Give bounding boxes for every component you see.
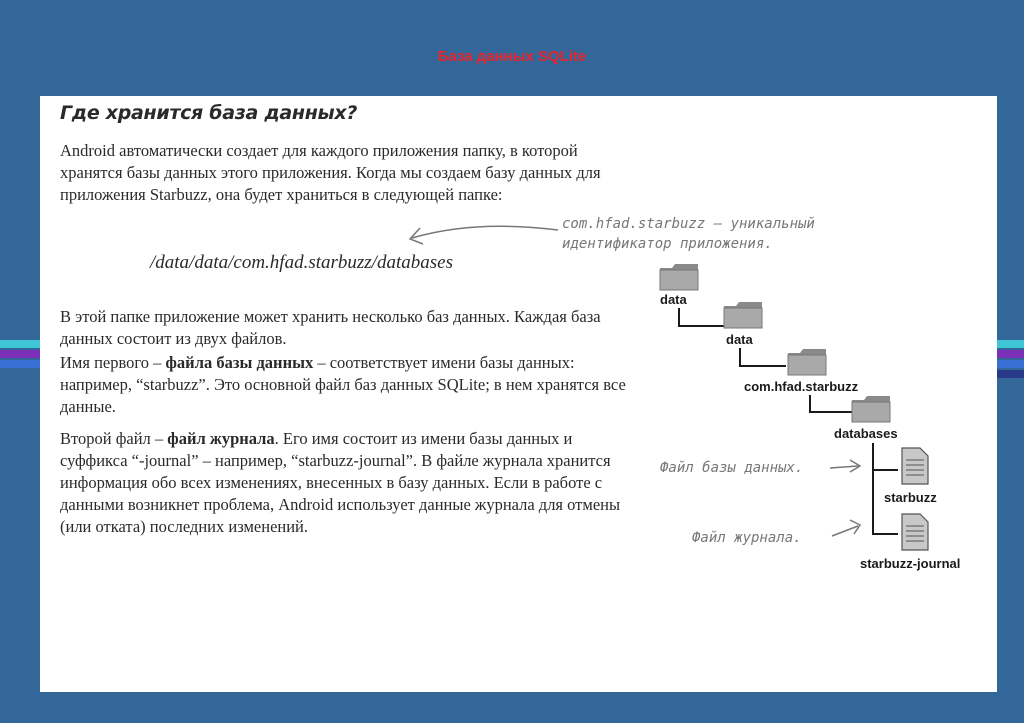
folder-icon xyxy=(852,396,890,422)
file-label-journal: starbuzz-journal xyxy=(860,556,961,571)
right-stripe-blue xyxy=(997,360,1024,368)
folder-label-package: com.hfad.starbuzz xyxy=(744,379,859,394)
left-stripe-purple xyxy=(0,350,40,358)
right-stripe-navy xyxy=(997,370,1024,378)
section-heading: Где хранится база данных? xyxy=(60,102,358,124)
paragraph-two-files: В этой папке приложение может хранить несколько баз данных. Каждая база данных состоит из двух файлов. xyxy=(60,307,601,348)
folder-icon xyxy=(788,349,826,375)
note-arrow-line xyxy=(412,226,558,238)
db-note-arrow-line xyxy=(830,466,858,468)
para2-rest: – соответствует имени базы данных: например, “starbuzz”. Это основной файл баз данных SQLite; в нем хранятся все данные. xyxy=(60,353,626,416)
tree-line-3 xyxy=(810,395,852,412)
file-label-starbuzz: starbuzz xyxy=(884,490,937,505)
database-path: /data/data/com.hfad.starbuzz/databases xyxy=(150,252,453,273)
db-file-note: Файл базы данных. xyxy=(660,460,804,476)
slide-title: База данных SQLite xyxy=(437,48,587,65)
intro-paragraph: Android автоматически создает для каждого приложения папку, в которой хранятся базы данных этого приложения. Когда мы создаем базу данных для приложения Starbuzz, она будет храниться в следующей папке: xyxy=(60,141,601,204)
left-stripe-blue xyxy=(0,360,40,368)
folder-label-databases: databases xyxy=(834,426,898,441)
document-icon xyxy=(902,514,928,550)
para3-rest: . Его имя состоит из имени базы данных и суффикса “-journal” – например, “starbuzz-journal”. В файле журнала хранится информация обо всех изменениях, внесенных в базу данных. Если в работе с данными возникнет проблема, Android использует данные журнала для отмены (или отката) последних изменений. xyxy=(60,429,621,536)
folder-icon xyxy=(660,264,698,290)
folder-label-data-2: data xyxy=(726,332,753,347)
folder-label-data-1: data xyxy=(660,292,687,307)
journal-file-term: файл журнала xyxy=(167,429,275,448)
left-stripe-cyan xyxy=(0,340,40,348)
right-stripe-cyan xyxy=(997,340,1024,348)
para3-lead: Второй файл – xyxy=(60,429,168,448)
folder-tree-graphic xyxy=(40,96,997,692)
bottom-band xyxy=(0,692,1024,723)
content-panel xyxy=(40,96,997,692)
tree-line-1 xyxy=(679,308,724,326)
right-stripe-purple xyxy=(997,350,1024,358)
journal-note-arrow-line xyxy=(832,526,858,536)
folder-icon xyxy=(724,302,762,328)
db-file-term: файла базы данных xyxy=(165,353,314,372)
para2-lead: Имя первого – xyxy=(60,353,166,372)
journal-file-note: Файл журнала. xyxy=(692,530,802,546)
tree-line-4 xyxy=(873,443,898,534)
tree-line-2 xyxy=(740,348,786,366)
document-icon xyxy=(902,448,928,484)
app-id-note-line1: com.hfad.starbuzz — уникальный xyxy=(562,216,815,232)
app-id-note-line2: идентификатор приложения. xyxy=(562,236,773,252)
